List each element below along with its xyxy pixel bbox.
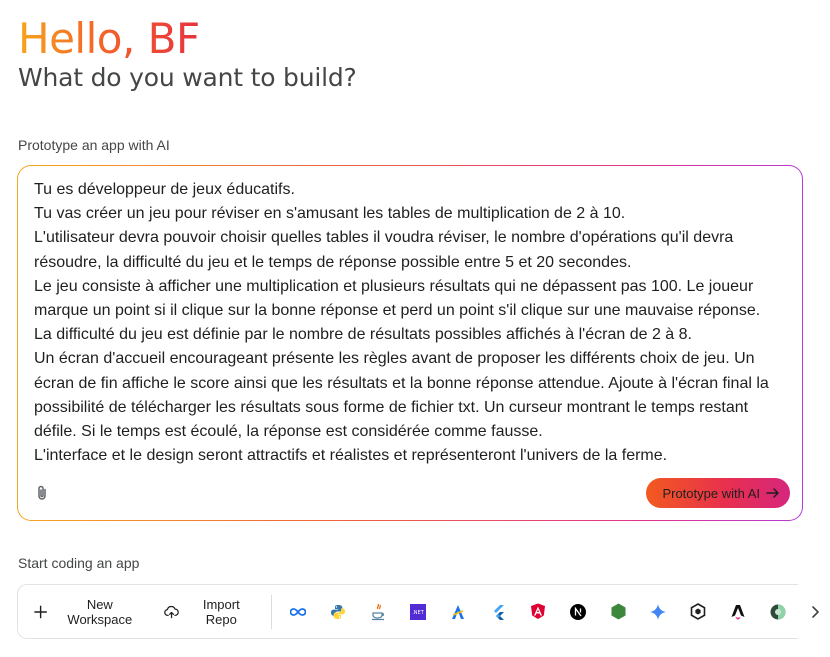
- prompt-text[interactable]: [34, 178, 786, 468]
- template-infinity-icon[interactable]: [278, 585, 318, 638]
- template-go-icon[interactable]: [758, 585, 798, 638]
- workspace-toolbar: [17, 584, 798, 639]
- prompt-line: Tu es développeur de jeux éducatifs.: [34, 181, 295, 198]
- import-repo-label: Import Repo: [202, 596, 240, 627]
- template-angular-a-icon[interactable]: [438, 585, 478, 638]
- prompt-line: Tu vas créer un jeu pour réviser en s'amusant les tables de multiplication de 2 à 10.: [34, 205, 626, 223]
- prompt-box-border: [17, 165, 803, 521]
- paperclip-icon[interactable]: [34, 484, 50, 502]
- prototype-section-label: Prototype an app with AI: [18, 137, 170, 153]
- prompt-line: Un écran d'accueil encourageant présente les règles avant de proposer les différents choix de jeu. Un écran de fin affiche le score ainsi que les résultats et la bonne réponse attendue. Ajoute à l'écran final la possibilité de télécharger les résultats sous forme de fichier txt. Un curseur montrant le temps restant défile. Si le temps est écoulé, la réponse est considérée comme fausse.: [34, 350, 769, 441]
- new-workspace-label: New Workspace: [67, 596, 133, 627]
- template-astro-icon[interactable]: [718, 585, 758, 638]
- template-angular-icon[interactable]: [518, 585, 558, 638]
- template-hexagon-icon[interactable]: [678, 585, 718, 638]
- plus-icon: [34, 605, 47, 619]
- prompt-line: L'interface et le design seront attractifs et réalistes et représenteront l'univers de la ferme.: [34, 447, 668, 465]
- toolbar-divider: [271, 595, 272, 629]
- prompt-line: Le jeu consiste à afficher une multiplication et plusieurs résultats qui ne dépassent pas 100. Le joueur marque un point si il clique sur la bonne réponse et perd un point s'il clique sur une mauvaise réponse.: [34, 277, 761, 320]
- coding-section-label: Start coding an app: [18, 555, 140, 571]
- template-gemini-icon[interactable]: [638, 585, 678, 638]
- template-flutter-icon[interactable]: [478, 585, 518, 638]
- prompt-line: La difficulté du jeu est définie par le nombre de résultats possibles affichés à l'écran de 2 à 8.: [34, 326, 692, 344]
- template-dotnet-icon[interactable]: [398, 585, 438, 638]
- prompt-input[interactable]: [18, 166, 802, 520]
- prototype-button-label: Prototype with AI: [662, 485, 760, 501]
- cloud-upload-icon: [164, 605, 179, 619]
- template-python-icon[interactable]: [318, 585, 358, 638]
- svg-text:.NET: .NET: [412, 609, 424, 616]
- new-workspace-button[interactable]: [18, 585, 152, 638]
- import-repo-button[interactable]: [156, 585, 263, 638]
- prototype-with-ai-button[interactable]: [646, 478, 790, 508]
- arrow-right-icon: [766, 487, 780, 499]
- template-nodejs-icon[interactable]: [598, 585, 638, 638]
- prompt-line: L'utilisateur devra pouvoir choisir quelles tables il voudra réviser, le nombre d'opérations qu'il devra résoudre, la difficulté du jeu et le temps de réponse possible entre 5 et 20 secondes.: [34, 229, 734, 271]
- page-subtitle: What do you want to build?: [18, 63, 357, 92]
- template-java-icon[interactable]: [358, 585, 398, 638]
- chevron-right-icon[interactable]: [806, 600, 824, 624]
- greeting-title: Hello, BF: [18, 14, 200, 63]
- template-nextjs-icon[interactable]: [558, 585, 598, 638]
